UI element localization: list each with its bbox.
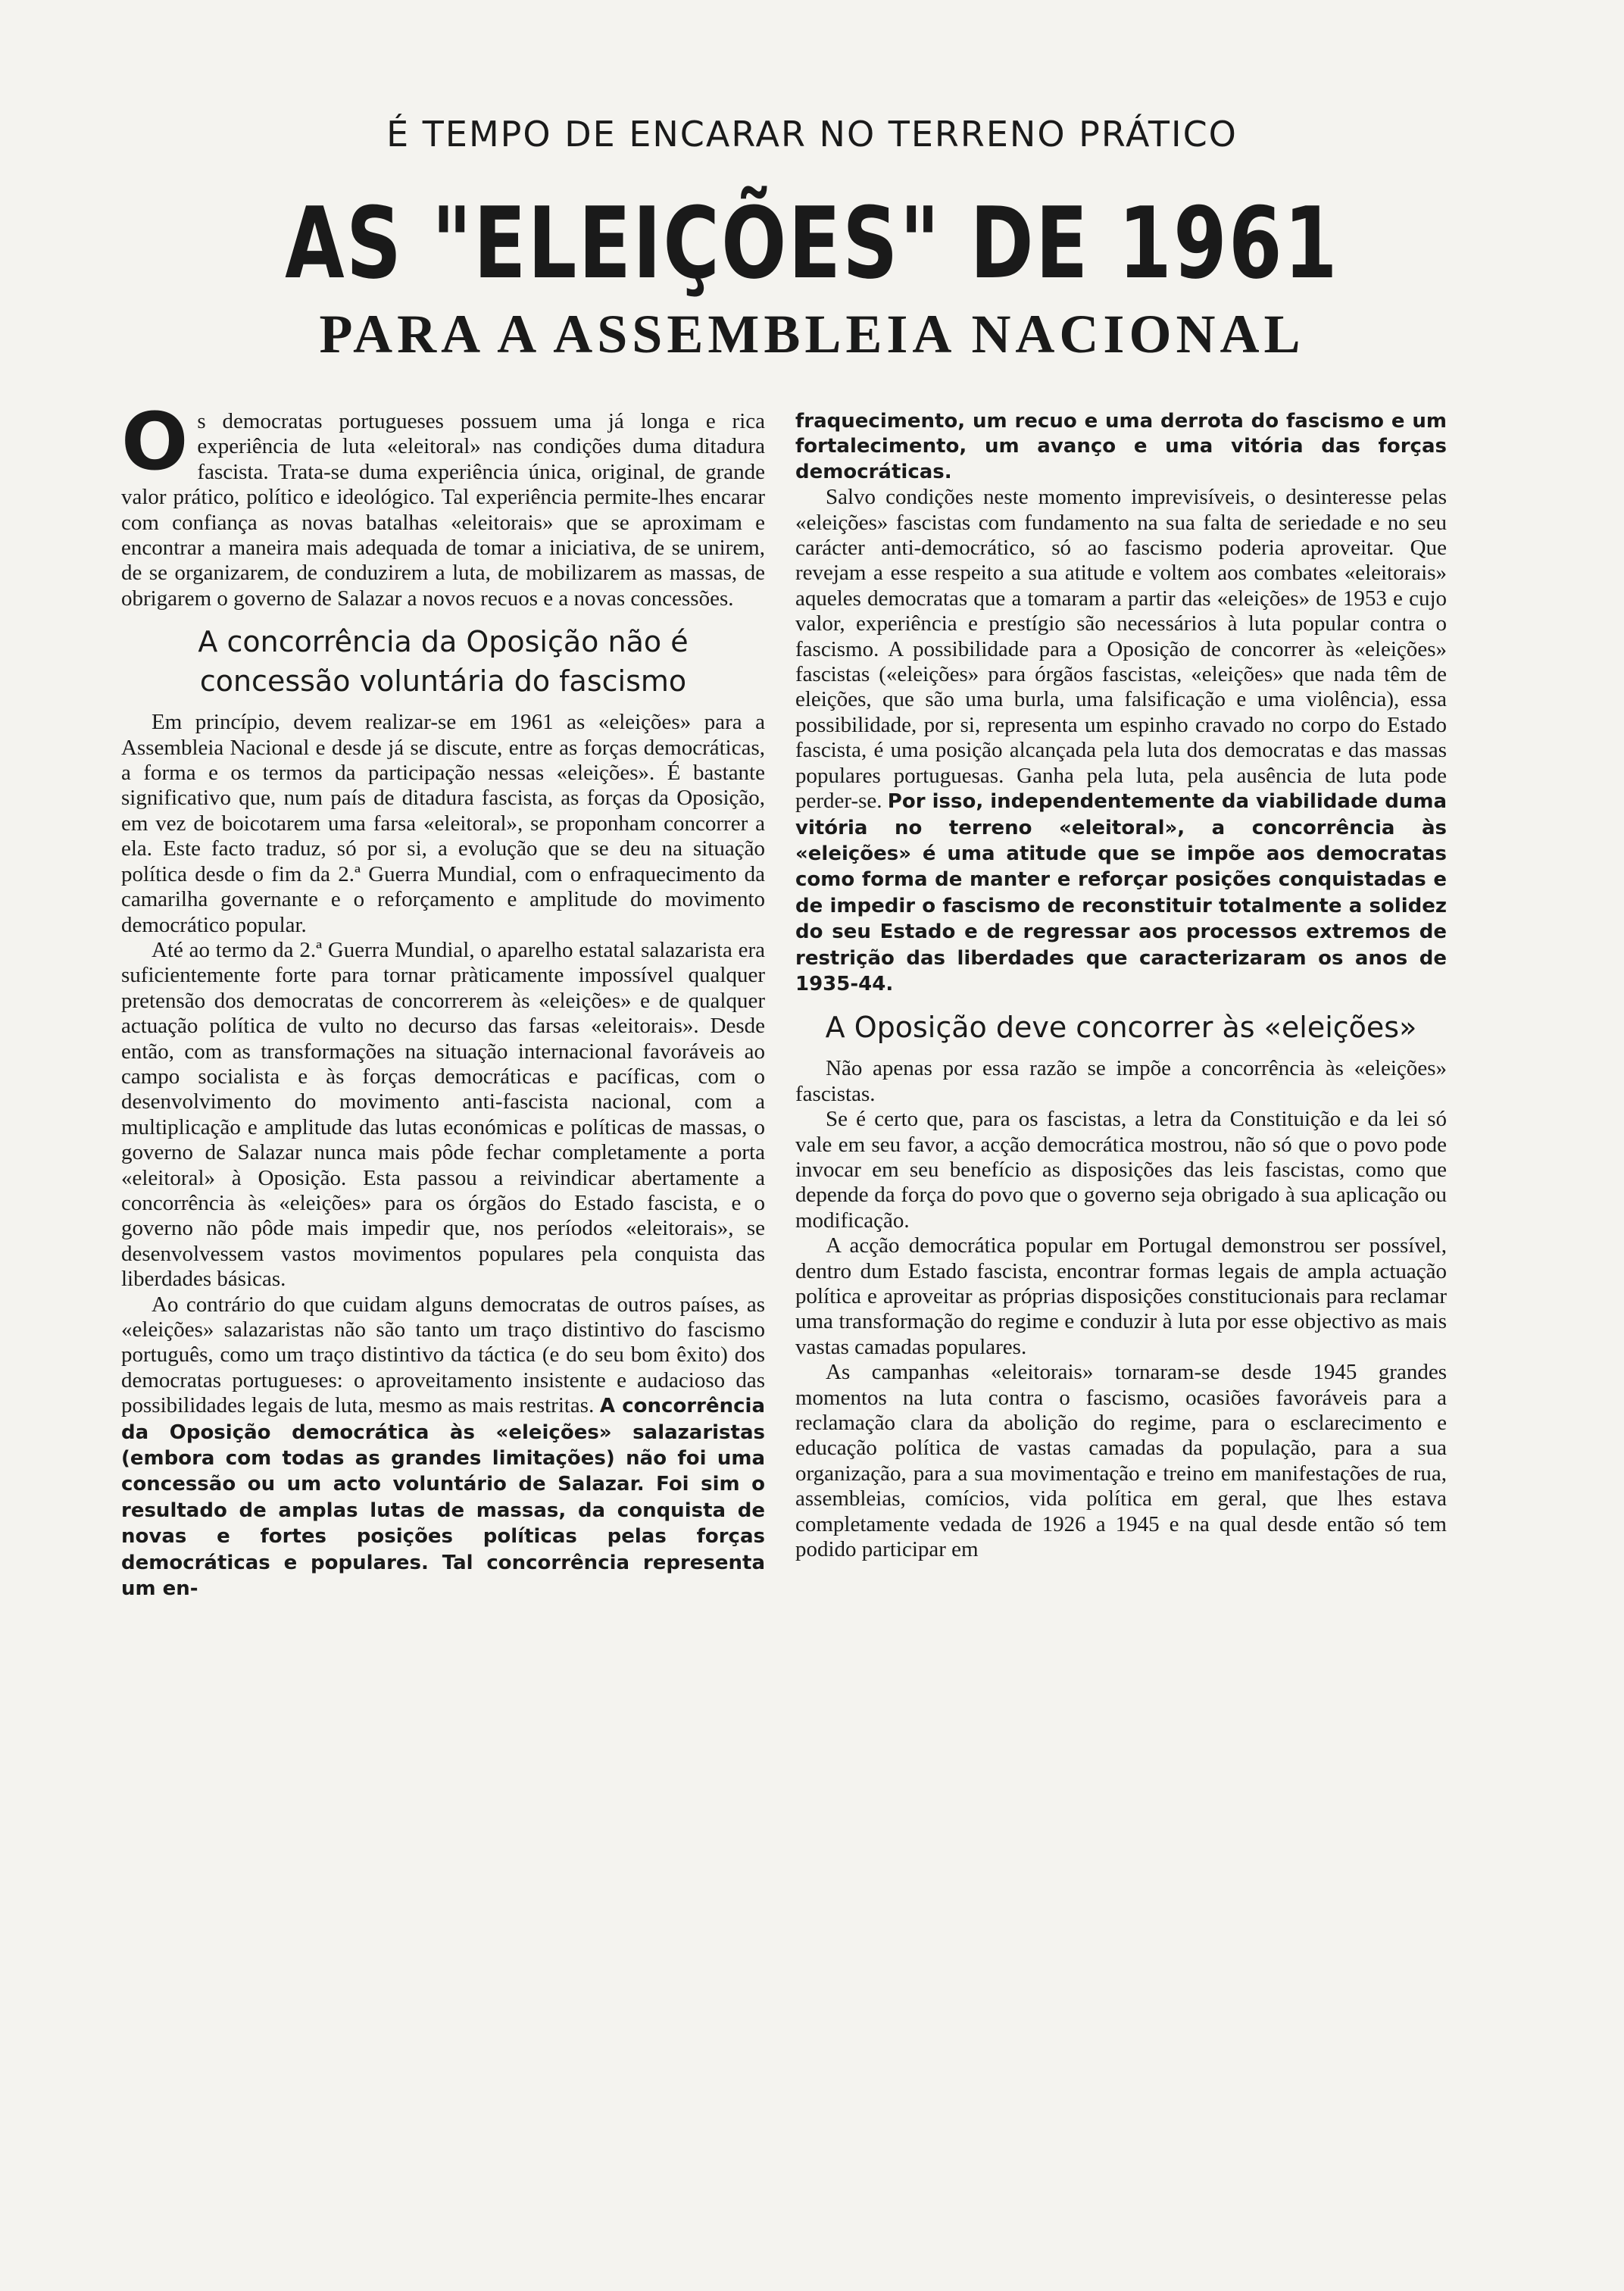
- main-title: AS "ELEIÇÕES" DE 1961: [285, 186, 1339, 301]
- right-column: [795, 409, 1447, 1562]
- section-heading-2: A Oposição deve concorrer às «eleições»: [825, 1011, 1417, 1045]
- paragraph: [795, 485, 1447, 997]
- paragraph-text: Ao contrário do que cuidam alguns democratas de outros países, as «eleições» salazaristas não são tanto um traço distintivo do fascismo português, como um traço distintivo da táctica (e do seu bom êxito) dos democratas portugueses: o aproveitamento insistente e audacioso das possibilidades legais de luta, mesmo as mais restritas.: [121, 1292, 765, 1418]
- emphasis-text: Por isso, independentemente da viabilidade duma vitória no terreno «eleitoral», a concorrência às «eleições» é uma atitude que se impõe aos democratas como forma de manter e reforçar posições conquistadas e de impedir o fascismo de reconstituir totalmente a solidez do seu Estado e de regressar aos processos extremos de restrição das liberdades que caracterizaram os anos de 1935-44.: [795, 790, 1448, 995]
- paragraph: Em princípio, devem realizar-se em 1961 as «eleições» para a Assembleia Nacional e desde já se discute, entre as forças democráticas, a forma e os termos da participação nessas «eleições». É bastante significativo que, num país de ditadura fascista, as forças da Oposição, em vez de boicotarem uma farsa «eleitoral», se proponham concorrer a ela. Este facto traduz, só por si, a evolução que se deu na situação política desde o fim da 2.ª Guerra Mundial, com o enfraquecimento da camarilha governante e o reforçamento e amplitude do movimento democrático popular.: [121, 710, 765, 937]
- subtitle: PARA A ASSEMBLEIA NACIONAL: [319, 304, 1305, 364]
- paragraph: [121, 1292, 765, 1602]
- paragraph: Até ao termo da 2.ª Guerra Mundial, o aparelho estatal salazarista era suficientemente forte para tornar pràticamente impossível qualquer pretensão dos democratas de concorrerem às «eleições» e de qualquer actuação política de vulto no decurso das farsas «eleitorais». Desde então, com as transformações na situação internacional favoráveis ao campo socialista e às forças democráticas e pacíficas, com o desenvolvimento do movimento anti-fascista nacional, com a multiplicação e amplitude das lutas económicas e políticas de massas, o governo de Salazar nunca mais pôde fechar completamente a porta «eleitoral» à Oposição. Esta passou a reivindicar abertamente a concorrência às «eleições» para os órgãos do Estado fascista, e o governo não pôde mais impedir que, nos períodos «eleitorais», se desenvolvessem vastos movimentos populares pela conquista das liberdades básicas.: [121, 937, 765, 1292]
- paragraph: Não apenas por essa razão se impõe a concorrência às «eleições» fascistas.: [795, 1056, 1447, 1106]
- paragraph: Se é certo que, para os fascistas, a letra da Constituição e da lei só vale em seu favor, a acção democrática mostrou, não só que o povo pode invocar em seu benefício as disposições das leis fascistas, como que depende da força do povo que o governo seja obrigado à sua aplicação ou modificação.: [795, 1107, 1447, 1233]
- drop-cap: O: [121, 395, 189, 488]
- paragraph-text: Salvo condições neste momento imprevisíveis, o desinteresse pelas «eleições» fascistas com fundamento na sua falta de seriedade e no seu carácter anti-democrático, só ao fascismo poderia aproveitar. Que revejam a esse respeito a sua atitude e voltem aos combates «eleitorais» aqueles democratas que a tomaram a partir das «eleições» de 1953 e cujo valor, experiência e prestígio são necessários à luta popular contra o fascismo. A possibilidade para a Oposição de concorrer às «eleições» fascistas («eleições» para órgãos fascistas, «eleições» que nada têm de eleições, que são uma burla, uma falsificação e uma violência), essa possibilidade, por si, representa um espinho cravado no corpo do Estado fascista, é uma posição alcançada pela luta dos democratas e das massas populares portuguesas. Ganha pela luta, pela ausência de luta pode perder-se.: [795, 485, 1447, 814]
- paragraph: A acção democrática popular em Portugal demonstrou ser possível, dentro dum Estado fascista, encontrar formas legais de ampla actuação política e aproveitar as próprias disposições constitucionais para reclamar uma transformação do regime e conduzir à luta por esse objectivo as mais vastas camadas populares.: [795, 1233, 1447, 1359]
- paragraph-intro: [121, 395, 765, 611]
- paragraph: As campanhas «eleitorais» tornaram-se desde 1945 grandes momentos na luta contra o fascismo, ocasiões favoráveis para a reclamação clara da abolição do regime, para o esclarecimento e educação política de vastas camadas da população, para a sua organização, para a sua movimentação e treino em manifestações de rua, assembleias, comícios, vida política em geral, que lhes estava completamente vedada de 1926 a 1945 e na qual desde então só tem podido participar em: [795, 1360, 1447, 1562]
- kicker-headline: É TEMPO DE ENCARAR NO TERRENO PRÁTICO: [386, 114, 1238, 155]
- left-column: [121, 395, 765, 1602]
- section-heading-1: A concorrência da Oposição não é concessão voluntária do fascismo: [198, 625, 689, 699]
- paragraph-continued: fraquecimento, um recuo e uma derrota do fascismo e um fortalecimento, um avanço e uma vitória das forças democráticas.: [795, 410, 1447, 483]
- emphasis-text: A concorrência da Oposição democrática às «eleições» salazaristas (embora com todas as grandes limitações) não foi uma concessão ou um acto voluntário de Salazar. Foi sim o resultado de amplas lutas de massas, da conquista de novas e fortes posições políticas pelas forças democráticas e populares. Tal concorrência representa um en-: [121, 1395, 765, 1601]
- paragraph-intro-text: s democratas portugueses possuem uma já longa e rica experiência de luta «eleitoral» nas condições duma ditadura fascista. Trata-se duma experiência única, original, de grande valor prático, político e ideológico. Tal experiência permite-lhes encarar com confiança as novas batalhas «eleitorais» que se aproximam e encontrar a maneira mais adequada de tomar a iniciativa, de se unirem, de se organizarem, de conduzirem a luta, de mobilizarem as massas, de obrigarem o governo de Salazar a novos recuos e a novas concessões.: [121, 409, 765, 611]
